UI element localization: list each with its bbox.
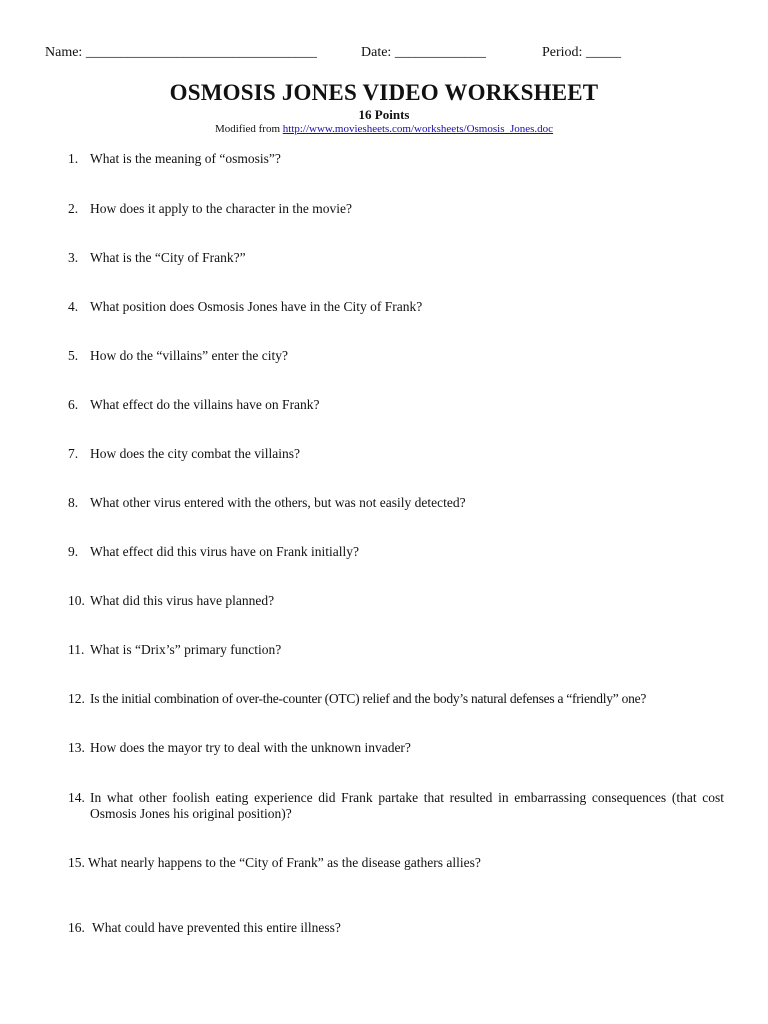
question-item [68,642,724,658]
question-text: In what other foolish eating experience did Frank partake that resulted in embarrassing consequences (that cost Osmosis Jones his original position)? [90,790,724,821]
question-item [68,299,724,315]
question-number: 16. [68,920,85,935]
question-text: What nearly happens to the “City of Frank” as the disease gathers allies? [88,855,481,870]
student-info-header [45,45,725,65]
worksheet-title: OSMOSIS JONES VIDEO WORKSHEET [169,80,599,105]
question-text: What other virus entered with the others, but was not easily detected? [90,495,466,510]
question-number: 5. [68,348,79,363]
name-field: Name: _________________________________ [45,45,317,60]
question-item [68,920,724,936]
source-credit [0,123,768,135]
source-prefix: Modified from [214,123,283,135]
question-number: 15. [68,855,85,870]
question-text: What is the “City of Frank?” [90,250,246,265]
question-item [68,397,724,413]
question-item [68,151,724,167]
question-number: 10. [68,593,85,608]
question-text: What is the meaning of “osmosis”? [90,151,281,166]
question-number: 14. [68,790,85,805]
question-number: 9. [68,544,79,559]
question-text: How do the “villains” enter the city? [90,348,288,363]
question-number: 3. [68,250,79,265]
question-item [68,691,724,707]
question-number: 11. [68,642,85,657]
question-text: What could have prevented this entire illness? [92,920,341,935]
question-text: What effect do the villains have on Frank? [90,397,320,412]
question-text: Is the initial combination of over-the-counter (OTC) relief and the body’s natural defenses a “friendly” one? [90,691,647,706]
question-text: How does the mayor try to deal with the unknown invader? [90,740,411,755]
question-item [68,495,724,511]
question-text: What effect did this virus have on Frank initially? [90,544,359,559]
question-item [68,446,724,462]
question-number: 8. [68,495,79,510]
question-item [68,740,724,756]
question-item [68,250,724,266]
question-text: What position does Osmosis Jones have in the City of Frank? [90,299,423,314]
question-item [68,201,724,217]
question-number: 1. [68,151,79,166]
source-link[interactable]: http://www.moviesheets.com/worksheets/Osmosis_Jones.doc [282,123,554,135]
period-field: Period: _____ [542,45,621,60]
question-item [68,593,724,609]
question-text: How does it apply to the character in the movie? [90,201,353,216]
question-number: 4. [68,299,79,314]
question-text: What did this virus have planned? [90,593,275,608]
date-field: Date: _____________ [361,45,486,60]
question-number: 13. [68,740,85,755]
points-subtitle: 16 Points [358,107,410,122]
question-text: What is “Drix’s” primary function? [90,642,282,657]
question-number: 7. [68,446,79,461]
question-item [68,544,724,560]
question-number: 2. [68,201,79,216]
question-item [68,790,724,822]
question-text: How does the city combat the villains? [90,446,300,461]
question-item [68,855,724,871]
question-number: 6. [68,397,79,412]
question-item [68,348,724,364]
question-number: 12. [68,691,85,706]
